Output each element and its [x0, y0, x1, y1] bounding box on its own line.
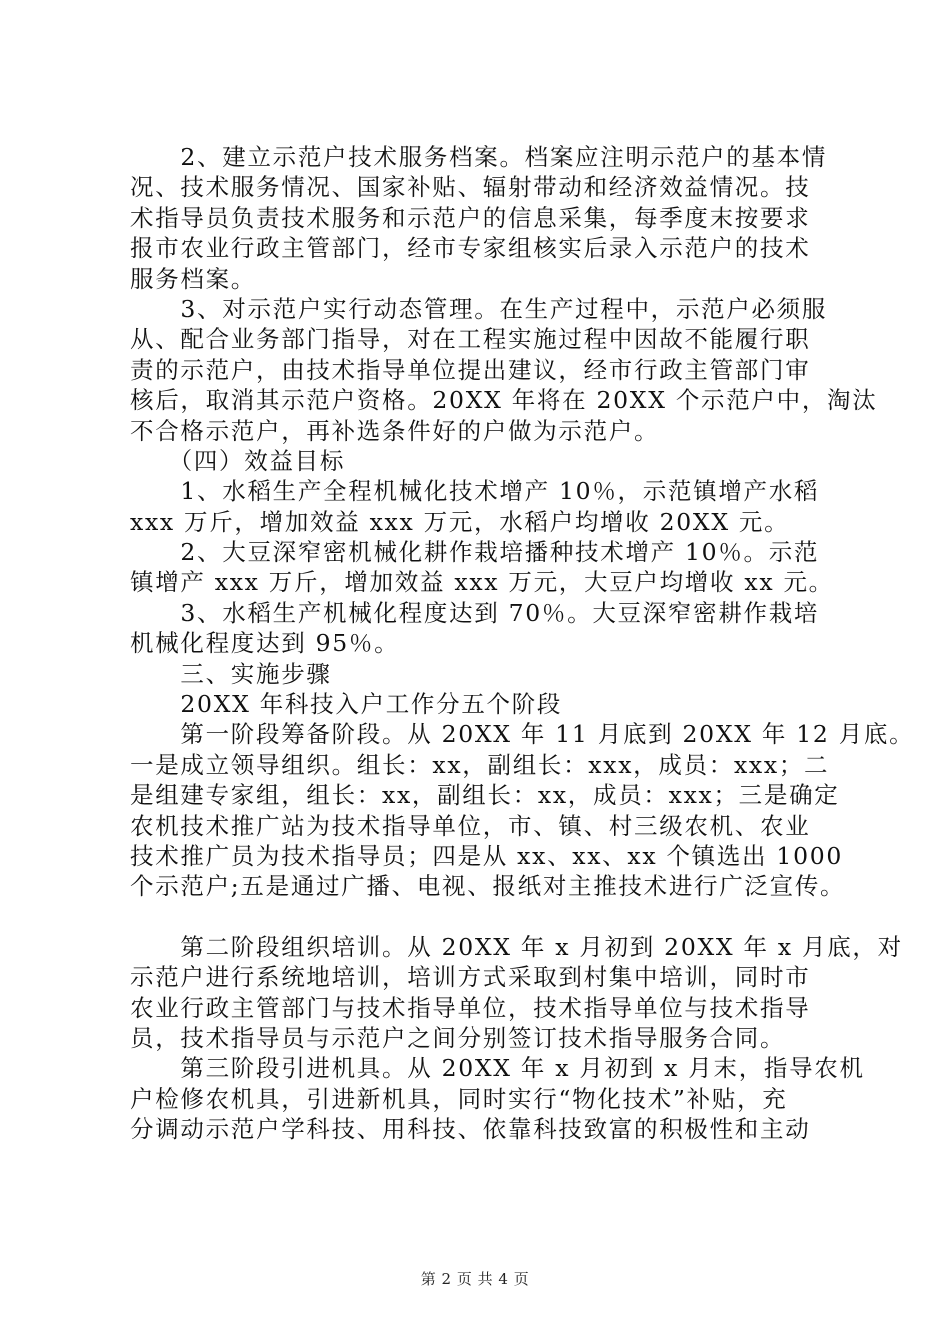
text-line: 户检修农机具，引进新机具，同时实行“物化技术”补贴，充: [130, 1084, 788, 1113]
text-line: 责的示范户，由技术指导单位提出建议，经市行政主管部门审: [130, 355, 811, 384]
text-line: 3、水稻生产机械化程度达到 70％。大豆深窄密耕作栽培: [130, 598, 820, 627]
text-line: xxx 万斤，增加效益 xxx 万元，水稻户均增收 20XX 元。: [130, 507, 790, 536]
para-five-stages: [130, 689, 845, 719]
text-line: 镇增产 xxx 万斤，增加效益 xxx 万元，大豆户均增收 xx 元。: [130, 568, 834, 597]
text-line: 是组建专家组，组长：xx，副组长：xx，成员：xxx；三是确定: [130, 781, 840, 810]
text-line: 核后，取消其示范户资格。20XX 年将在 20XX 个示范户中，淘汰: [130, 386, 878, 415]
heading-benefit: [130, 446, 845, 476]
text-line: 农机技术推广站为技术指导单位，市、镇、村三级农机、农业: [130, 811, 811, 840]
text-line: 不合格示范户，再补选条件好的户做为示范户。: [130, 416, 660, 445]
text-line: 第二阶段组织培训。从 20XX 年 x 月初到 20XX 年 x 月底，对: [130, 932, 903, 961]
text-line: 农业行政主管部门与技术指导单位，技术指导单位与技术指导: [130, 993, 811, 1022]
text-line: （四）效益目标: [130, 446, 346, 475]
text-line: 三、实施步骤: [130, 659, 332, 688]
para-dynamic: [130, 294, 878, 446]
text-line: 分调动示范户学科技、用科技、依靠科技致富的积极性和主动: [130, 1115, 811, 1144]
para-stage-three: [130, 1053, 865, 1144]
text-line: 20XX 年科技入户工作分五个阶段: [130, 690, 563, 719]
text-line: 2、建立示范户技术服务档案。档案应注明示范户的基本情: [130, 143, 828, 171]
para-rice: [130, 476, 845, 537]
text-line: 技术推广员为技术指导员；四是从 xx、xx、xx 个镇选出 1000: [130, 841, 844, 870]
text-line: 第一阶段筹备阶段。从 20XX 年 11 月底到 20XX 年 12 月底。: [130, 720, 915, 749]
text-line: 2、大豆深窄密机械化耕作栽培播种技术增产 10％。示范: [130, 538, 820, 567]
text-line: 服务档案。: [130, 264, 256, 293]
para-stage-two: [130, 932, 903, 1054]
para-stage-one: [130, 719, 915, 901]
text-line: 个示范户;五是通过广播、电视、报纸对主推技术进行广泛宣传。: [130, 872, 846, 901]
text-line: 示范户进行系统地培训，培训方式采取到村集中培训，同时市: [130, 963, 811, 992]
text-line: 术指导员负责技术服务和示范户的信息采集，每季度末按要求: [130, 203, 811, 232]
para-mechanization: [130, 598, 845, 659]
text-line: 报市农业行政主管部门，经市专家组核实后录入示范户的技术: [130, 234, 811, 263]
para-soybean: [130, 537, 845, 598]
document-body: [130, 142, 915, 1145]
text-line: 第三阶段引进机具。从 20XX 年 x 月初到 x 月末，指导农机: [130, 1054, 865, 1083]
text-line: 从、配合业务部门指导，对在工程实施过程中因故不能履行职: [130, 325, 811, 354]
text-line: 员，技术指导员与示范户之间分别签订技术指导服务合同。: [130, 1023, 786, 1052]
text-line: 机械化程度达到 95％。: [130, 629, 400, 658]
text-line: 3、对示范户实行动态管理。在生产过程中，示范户必须服: [130, 294, 828, 323]
page-footer: 第 2 页 共 4 页: [420, 1270, 530, 1288]
heading-steps: [130, 659, 845, 689]
para-archive: [130, 142, 845, 294]
text-line: 况、技术服务情况、国家补贴、辐射带动和经济效益情况。技: [130, 173, 811, 202]
text-line: 1、水稻生产全程机械化技术增产 10％，示范镇增产水稻: [130, 477, 820, 506]
paragraph-spacer: [130, 902, 845, 932]
text-line: 一是成立领导组织。组长：xx，副组长：xxx，成员：xxx；二: [130, 750, 830, 779]
